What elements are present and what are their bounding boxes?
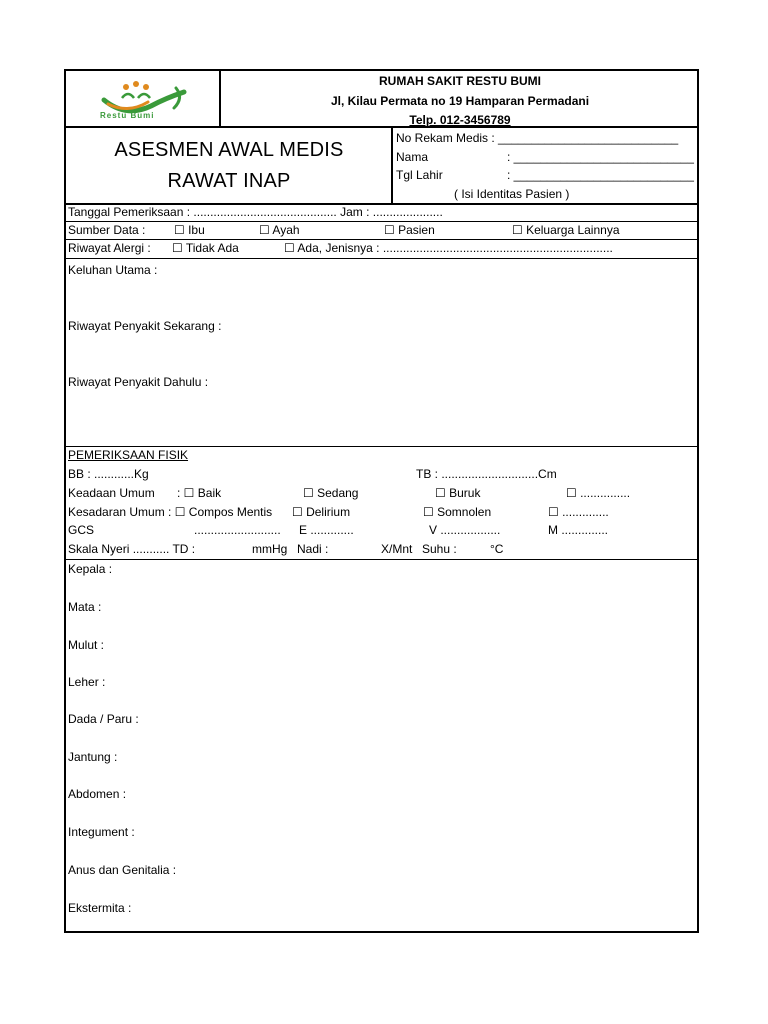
form-title-line1: ASESMEN AWAL MEDIS [114, 139, 344, 161]
gcs-m-field[interactable]: M .............. [548, 523, 609, 537]
organ-integument-label: Integument : [68, 825, 135, 839]
logo-text: Restu Bumi [100, 111, 155, 120]
sumber-ibu-checkbox[interactable]: ☐ Ibu [174, 223, 205, 237]
nama-field[interactable]: : ___________________________ [507, 150, 694, 164]
organ-kepala-label: Kepala : [68, 562, 113, 576]
tgl-lahir-field[interactable]: : ___________________________ [507, 168, 694, 182]
row-line [66, 559, 697, 560]
row-line [66, 239, 697, 240]
organ-anus-genitalia-label: Anus dan Genitalia : [68, 863, 177, 877]
nama-label: Nama [396, 150, 429, 164]
mmhg-unit: mmHg [252, 542, 288, 556]
sumber-ayah-checkbox[interactable]: ☐ Ayah [259, 223, 300, 237]
gcs-field[interactable]: .......................... [194, 523, 281, 537]
identity-note: ( Isi Identitas Pasien ) [454, 187, 570, 201]
skala-nyeri-td-field[interactable]: Skala Nyeri ........... TD : [68, 542, 196, 556]
keadaan-sedang-checkbox[interactable]: ☐ Sedang [303, 486, 359, 500]
organ-mata-label: Mata : [68, 600, 102, 614]
tanggal-pemeriksaan-field[interactable]: Tanggal Pemeriksaan : ........................................... Jam : ..................... [68, 205, 443, 219]
sumber-pasien-checkbox[interactable]: ☐ Pasien [384, 223, 435, 237]
keadaan-lain-checkbox[interactable]: ☐ ............... [566, 486, 631, 500]
keluhan-utama-label: Keluhan Utama : [68, 263, 158, 277]
gcs-v-field[interactable]: V .................. [429, 523, 501, 537]
bb-field[interactable]: BB : ............Kg [68, 467, 149, 481]
alergi-tidak-ada-checkbox[interactable]: ☐ Tidak Ada [172, 241, 239, 255]
sumber-data-label: Sumber Data : [68, 223, 146, 237]
identity-divider [391, 127, 393, 204]
gcs-label: GCS [68, 523, 95, 537]
riwayat-alergi-label: Riwayat Alergi : [68, 241, 151, 255]
kesadaran-delirium-checkbox[interactable]: ☐ Delirium [292, 505, 351, 519]
organ-jantung-label: Jantung : [68, 750, 118, 764]
hospital-phone: Telp. 012-3456789 [409, 113, 511, 126]
kesadaran-lain-checkbox[interactable]: ☐ .............. [548, 505, 609, 519]
header-bottom-line [66, 126, 697, 128]
suhu-field[interactable]: Suhu : [422, 542, 457, 556]
kesadaran-somnolen-checkbox[interactable]: ☐ Somnolen [423, 505, 492, 519]
form-title-line2: RAWAT INAP [167, 170, 291, 192]
riwayat-dahulu-label: Riwayat Penyakit Dahulu : [68, 375, 209, 389]
alergi-ada-checkbox[interactable]: ☐ Ada, Jenisnya : ..................................................................... [284, 241, 613, 255]
pemeriksaan-fisik-heading: PEMERIKSAAN FISIK [68, 448, 189, 462]
sumber-keluarga-checkbox[interactable]: ☐ Keluarga Lainnya [512, 223, 620, 237]
organ-leher-label: Leher : [68, 675, 106, 689]
nadi-field[interactable]: Nadi : [297, 542, 329, 556]
keadaan-umum-label: Keadaan Umum [68, 486, 155, 500]
organ-dada-paru-label: Dada / Paru : [68, 712, 139, 726]
row-line [66, 446, 697, 447]
organ-ekstermita-label: Ekstermita : [68, 901, 132, 915]
xmnt-unit: X/Mnt [381, 542, 413, 556]
row-line [66, 221, 697, 222]
hospital-name: RUMAH SAKIT RESTU BUMI [379, 74, 541, 88]
riwayat-sekarang-label: Riwayat Penyakit Sekarang : [68, 319, 222, 333]
hospital-logo [96, 78, 191, 123]
celsius-unit: °C [490, 542, 504, 556]
kesadaran-compos-checkbox[interactable]: Kesadaran Umum : ☐ Compos Mentis [68, 505, 273, 519]
form-frame [64, 69, 699, 933]
keadaan-buruk-checkbox[interactable]: ☐ Buruk [435, 486, 481, 500]
organ-abdomen-label: Abdomen : [68, 787, 127, 801]
tb-field[interactable]: TB : .............................Cm [416, 467, 557, 481]
keadaan-baik-checkbox[interactable]: : ☐ Baik [177, 486, 222, 500]
hospital-address: Jl, Kilau Permata no 19 Hamparan Permadani [330, 94, 590, 108]
gcs-e-field[interactable]: E ............. [299, 523, 354, 537]
no-rekam-medis-field[interactable]: No Rekam Medis : ___________________________ [396, 131, 679, 145]
organ-mulut-label: Mulut : [68, 638, 105, 652]
tgl-lahir-label: Tgl Lahir [396, 168, 443, 182]
row-line [66, 258, 697, 259]
